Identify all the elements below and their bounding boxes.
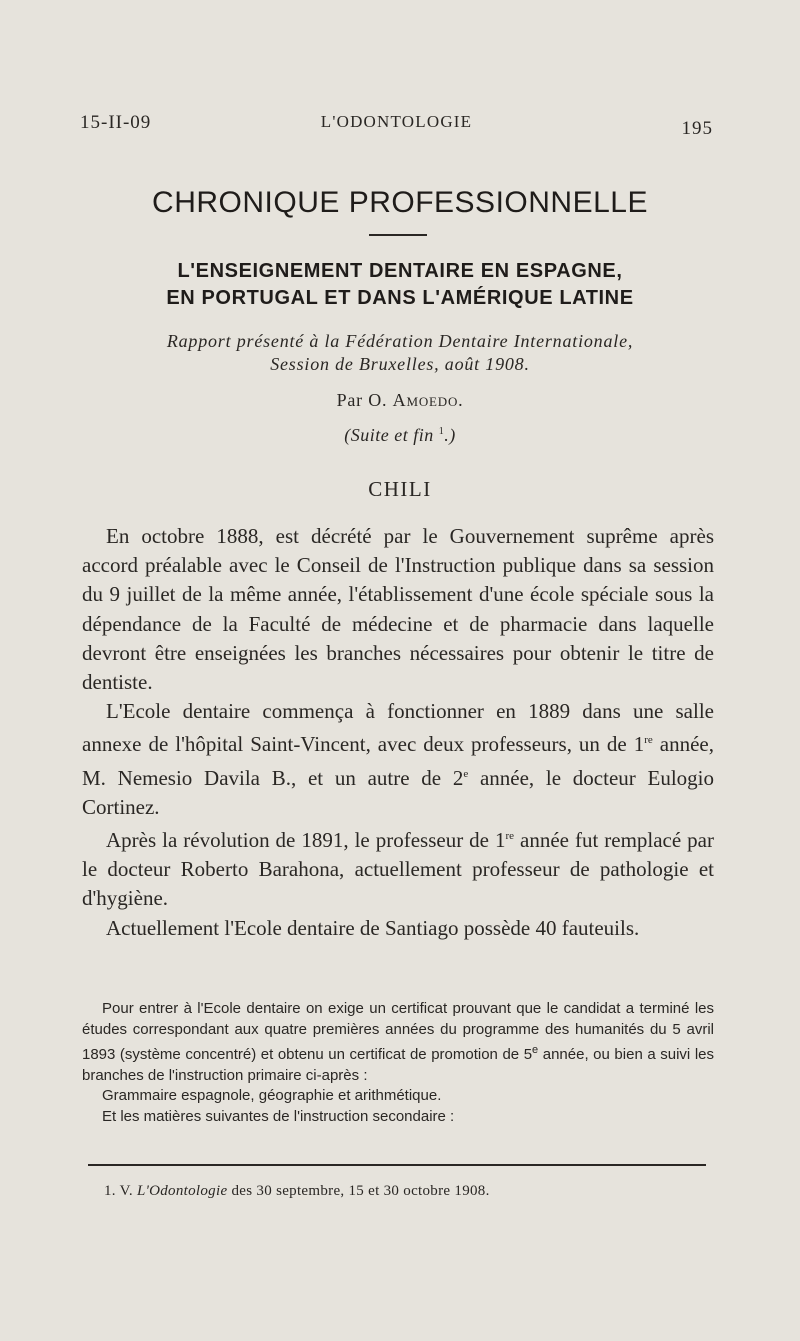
- subtitle-line-2: Session de Bruxelles, août 1908.: [270, 354, 530, 374]
- continuation-text: (Suite et fin: [344, 425, 434, 445]
- page-number: 195: [681, 118, 713, 139]
- ordinal-superscript: e: [463, 767, 469, 780]
- paragraph-3: [82, 822, 714, 914]
- paragraph-3-part-a: Après la révolution de 1891, le professeur de 1: [106, 828, 506, 853]
- paragraph-2-part-a: L'Ecole dentaire commença à fonctionner en 1889 dans une salle annexe de l'hôpital Saint-Vincent, avec deux professeurs, un de 1: [82, 699, 714, 757]
- article-subtitle: [0, 330, 800, 376]
- paragraph-1: En octobre 1888, est décrété par le Gouvernement suprême après accord préalable avec le Conseil de l'Instruction publique dans sa session du 9 juillet de la même année, l'établissement d'une école spéciale sous la dépendance de la Faculté de médecine et de pharmacie dans laquelle devront être enseignées les branches nécessaires pour obtenir le titre de dentiste.: [82, 524, 714, 695]
- paragraph-2: [82, 697, 714, 822]
- byline: [0, 390, 800, 411]
- ordinal-superscript: re: [505, 830, 515, 843]
- small-paragraph-1-part-b: année, ou bien a suivi les branches de l'instruction primaire ci-après :: [82, 1046, 714, 1084]
- section-title: CHRONIQUE PROFESSIONNELLE: [152, 186, 648, 219]
- running-head: [80, 112, 713, 140]
- issue-date: 15-II-09: [80, 112, 152, 133]
- footnote-journal: L'Odontologie: [136, 1183, 228, 1199]
- article-title-line-1: L'ENSEIGNEMENT DENTAIRE EN ESPAGNE,: [177, 260, 623, 282]
- footnote: [104, 1183, 704, 1200]
- ordinal-superscript: re: [644, 734, 653, 747]
- small-print-section: [82, 999, 714, 1127]
- paragraph-3-part-b: année fut remplacé par le docteur Roberto Barahona, actuellement professeur de pathologie et d'hygiène.: [82, 828, 714, 911]
- continuation-note: [0, 425, 800, 446]
- paragraph-2-part-b: année, M. Nemesio Davila B., et un autre de 2: [82, 732, 714, 790]
- small-line-3: Et les matières suivantes de l'instruction secondaire :: [102, 1107, 455, 1125]
- paragraph-2-part-c: année, le docteur Eulogio Cortinez.: [82, 765, 714, 819]
- small-paragraph-1-part-a: Pour entrer à l'Ecole dentaire on exige un certificat prouvant que le candidat a terminé les études correspondant aux quatre premières années du programme des humanités du 5 avril 1893 (système concentré) et obtenu un certificat de promotion de 5: [82, 1000, 714, 1063]
- body-text: [82, 522, 714, 943]
- country-heading: CHILI: [368, 477, 432, 501]
- footnote-number: 1. V.: [104, 1183, 133, 1199]
- byline-author: Amoedo.: [392, 390, 464, 410]
- article-title: [0, 258, 800, 312]
- ordinal-superscript: e: [532, 1044, 539, 1056]
- article-title-line-2: EN PORTUGAL ET DANS L'AMÉRIQUE LATINE: [166, 287, 634, 309]
- journal-name: L'ODONTOLOGIE: [320, 112, 473, 131]
- paragraph-4: Actuellement l'Ecole dentaire de Santiago possède 40 fauteuils.: [106, 915, 640, 940]
- small-line-2: Grammaire espagnole, géographie et arithmétique.: [102, 1087, 442, 1104]
- byline-prefix: Par O.: [336, 390, 388, 410]
- footnote-reference[interactable]: 1: [438, 426, 445, 437]
- subtitle-line-1: Rapport présenté à la Fédération Dentaire Internationale,: [166, 331, 634, 351]
- title-divider: [369, 234, 427, 236]
- small-paragraph-1: [82, 999, 714, 1086]
- continuation-end: .): [444, 425, 456, 445]
- footnote-text: des 30 septembre, 15 et 30 octobre 1908.: [231, 1183, 490, 1199]
- footnote-divider: [88, 1164, 706, 1166]
